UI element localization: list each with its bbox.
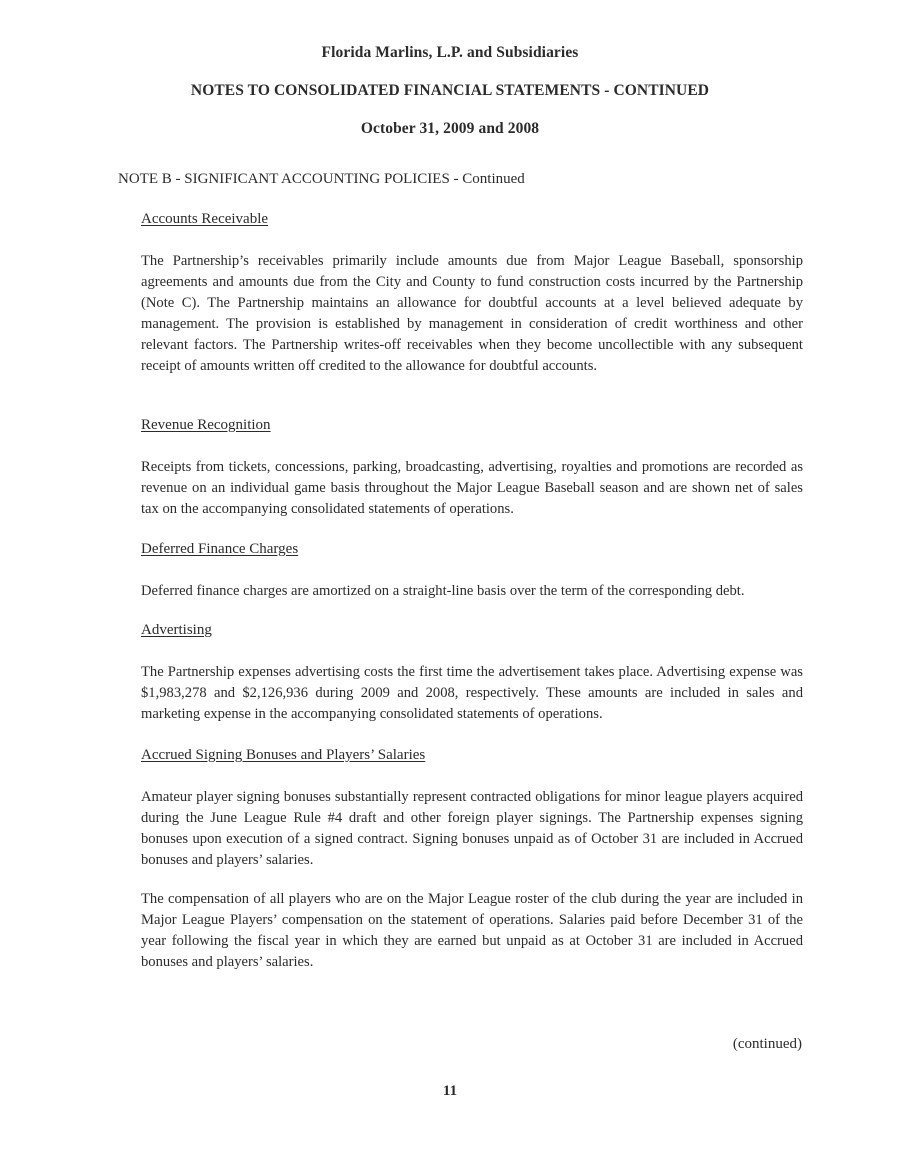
page-number: 11 [442, 1083, 458, 1099]
section-title-advertising: Advertising [141, 622, 212, 638]
entity-name: Florida Marlins, L.P. and Subsidiaries [321, 44, 579, 61]
section-title-accrued-bonuses: Accrued Signing Bonuses and Players’ Salaries [141, 747, 426, 763]
section-text-advertising: The Partnership expenses advertising costs the first time the advertisement takes place. Advertising expense was $1,983,278 and $2,126,936 during 2009 and 2008, respectively. These amounts are included in sales and marketing expense in the accompanying consolidated statements of operations. [141, 664, 803, 722]
statement-date: October 31, 2009 and 2008 [360, 120, 540, 137]
section-text-revenue-recognition: Receipts from tickets, concessions, parking, broadcasting, advertising, royalties and promotions are recorded as revenue on an individual game basis throughout the Major League Baseball season and are shown net of sales tax on the accompanying consolidated statements of operations. [141, 459, 803, 517]
section-title-deferred-finance-charges: Deferred Finance Charges [141, 541, 299, 557]
continued-marker: (continued) [732, 1036, 802, 1052]
section-title-revenue-recognition: Revenue Recognition [141, 417, 271, 433]
section-text-deferred-finance-charges: Deferred finance charges are amortized on a straight-line basis over the term of the corresponding debt. [141, 583, 745, 599]
section-text-accrued-bonuses-2: The compensation of all players who are on the Major League roster of the club during the year are included in Major League Players’ compensation on the statement of operations. Salaries paid before December 31 of the year following the fiscal year in which they are earned but unpaid as at October 31 are included in Accrued bonuses and players’ salaries. [141, 891, 803, 970]
section-text-accounts-receivable: The Partnership’s receivables primarily include amounts due from Major League Baseball, sponsorship agreements and amounts due from the City and County to fund construction costs incurred by the Partnership (Note C). The Partnership maintains an allowance for doubtful accounts at a level believed adequate by management. The provision is established by management in consideration of credit worthiness and other relevant factors. The Partnership writes-off receivables when they become uncollectible with any subsequent receipt of amounts written off credited to the allowance for doubtful accounts. [141, 253, 803, 374]
section-title-accounts-receivable: Accounts Receivable [141, 211, 269, 227]
note-heading: NOTE B - SIGNIFICANT ACCOUNTING POLICIES - Continued [118, 171, 525, 187]
section-text-accrued-bonuses-1: Amateur player signing bonuses substantially represent contracted obligations for minor league players acquired during the June League Rule #4 draft and other foreign player signings. The Partnership expenses signing bonuses upon execution of a signed contract. Signing bonuses unpaid as of October 31 are included in Accrued bonuses and players’ salaries. [141, 789, 803, 868]
document-title: NOTES TO CONSOLIDATED FINANCIAL STATEMENTS - CONTINUED [190, 82, 710, 99]
